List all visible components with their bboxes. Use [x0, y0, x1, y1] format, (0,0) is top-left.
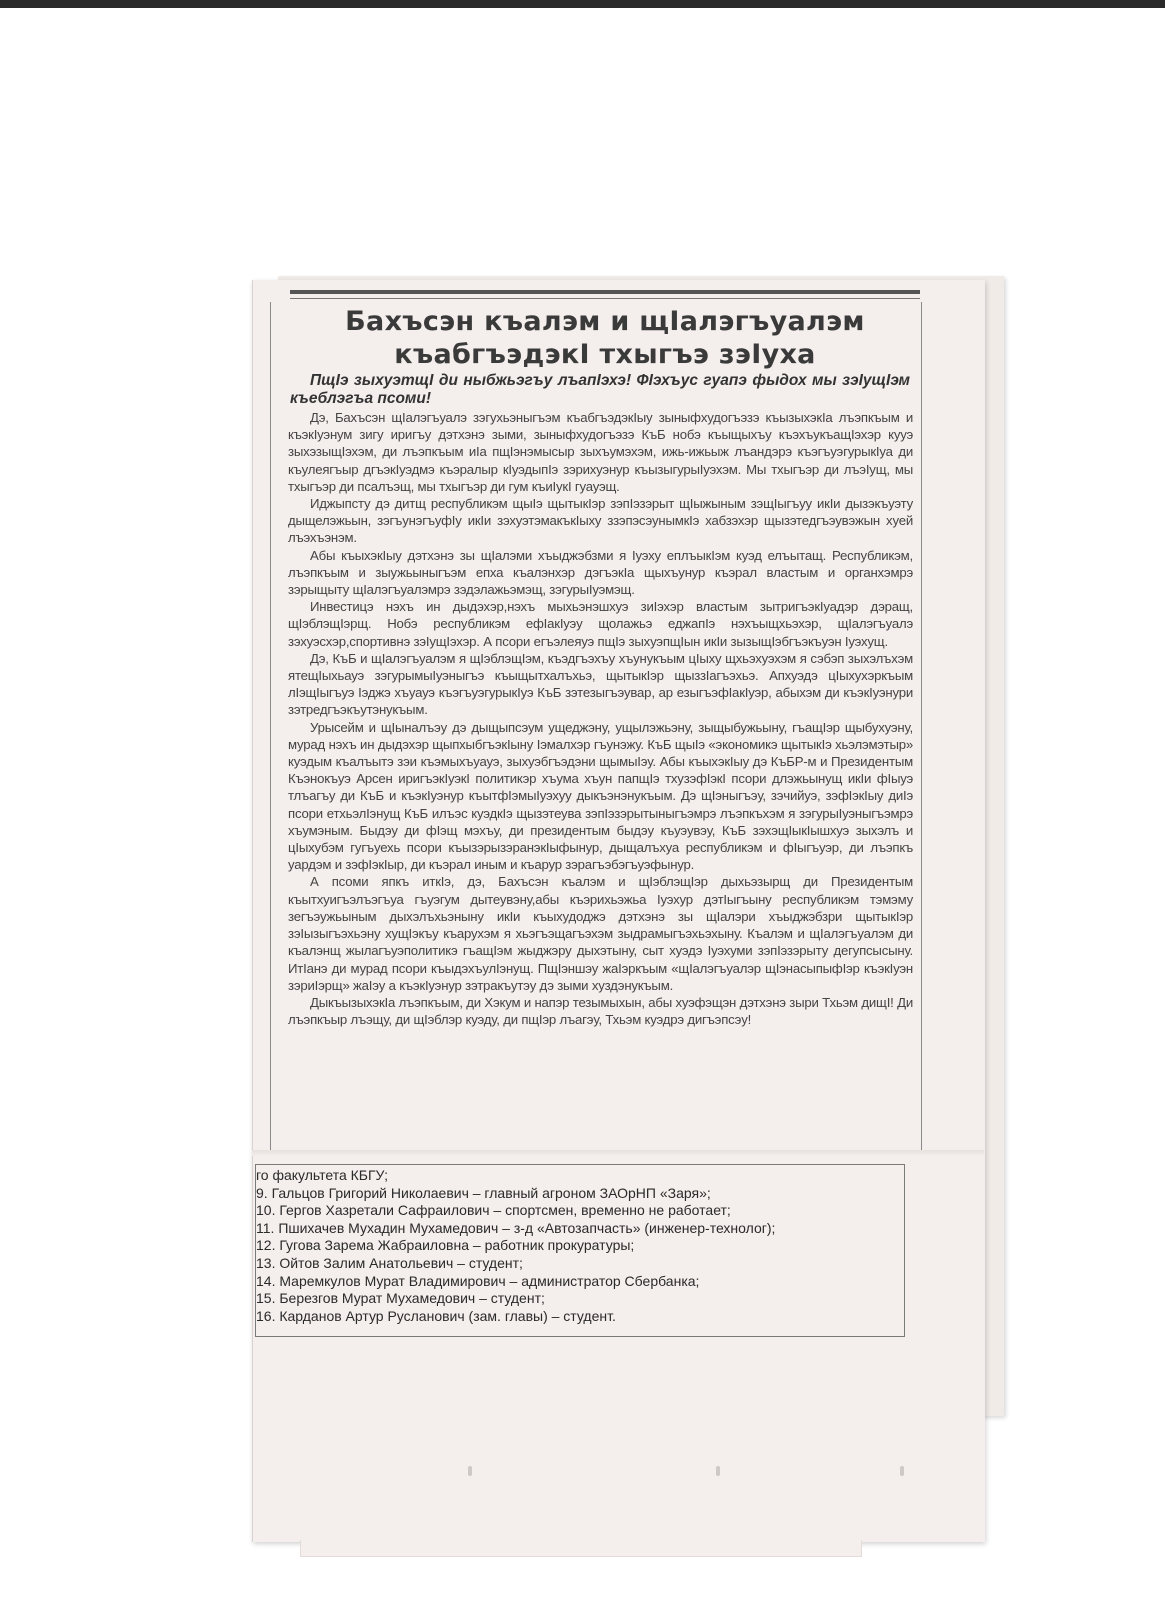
article-paragraph: Абы къыхэкIыу дэтхэнэ зы щIалэми хъыджэбзми я Iуэху еплъыкIэм куэд елъытащ. Республикэм, лъэпкъым и зыужьыныгъэм епха къалэнхэр дэгъэкIа щыхъунур къэрал властым и органхэмрэ зэрыщыту щIалэгъуалэмрэ зэдэлажьэмэщ, зэгурыIуэмэщ. [288, 547, 913, 598]
member-list-item: 14. Маремкулов Мурат Владимирович – администратор Сбербанка; [256, 1272, 700, 1289]
fold-line [252, 1150, 984, 1156]
member-list-item: 11. Пшихачев Мухадин Мухамедович – з-д «Автозапчасть» (инженер-технолог); [256, 1219, 776, 1236]
member-list-box [255, 1164, 905, 1337]
member-list-item: 9. Гальцов Григорий Николаевич – главный агроном ЗАОрНП «Заря»; [256, 1184, 711, 1201]
headline-line-1: Бахъсэн къалэм и щIалэгъуалэм [345, 306, 865, 337]
staple-mark [716, 1466, 720, 1476]
member-list-item: 13. Ойтов Залим Анатольевич – студент; [256, 1254, 523, 1271]
header-rule [290, 290, 920, 294]
paper-bottom-tab [300, 1540, 862, 1557]
member-list-item: 12. Гугова Зарема Жабраиловна – работник прокуратуры; [256, 1237, 635, 1254]
article-paragraph: Дэ, Бахъсэн щIалэгъуалэ зэгухьэныгъэм къабгъэдэкIыу зыныфхудогъэзэ къызыхэкIа лъэпкъым и къэкIуэнум зигу иригъу дэтхэнэ зыми, зыныфхудогъэзэ КъБ нобэ къыщыхъу къэхъукъащIэхэр кууэ зыхэзыщIэхэм, ди лъэпкъым иIа пщIэнэмысыр зыхъумэхэм, ижь-ижьыж лъандэрэ къэгъуэгурыкIуа ди къулеягъыр дгъэкIуэдмэ къэралыр кIуэдыпIэ зэрихуэнур къызыгурыIуэхэм. Мы тхыгъэр ди лъэIущ, мы тхыгъэр ди псалъэщ, мы тхыгъэр ди гум къиIукI гуауэщ. [288, 410, 913, 494]
article-paragraph: Инвестицэ нэхъ ин дыдэхэр,нэхъ мыхьэнэшхуэ зиIэхэр властым зытригъэкIуадэр дэращ, щIэблэщIэрщ. Нобэ республикэм ефIакIуэу щолажьэ еджапIэ нэхъыщхьэхэр, щIалэгъуалэ зэхуэсхэр,спортивнэ зэIущIэхэр. А псори егъэлеяуэ пщIэ зыхуэпщIын икIи зызыщIэбгъэкъуэн Iуэхущ. [288, 599, 913, 649]
member-list-item: 15. Березгов Мурат Мухамедович – студент; [256, 1290, 545, 1307]
article-body [288, 409, 913, 1028]
member-list-item: го факультета КБГУ; [256, 1167, 389, 1183]
staple-mark [468, 1466, 472, 1476]
article-headline [290, 305, 920, 371]
article-paragraph: Урысейм и щIыналъэу дэ дыщыпсэум ущеджэну, ущылэжьэну, зыщыбужьыну, гъащIэр щыбухуэну, мурад нэхъ ин дыдэхэр щыпхыбгъэкIыну Iэмалхэр гъунэжу. КъБ щыIэ «экономикэ щытыкIэ хьэлэмэтыр» куэдым къалъытэ зэи къэмыхъуауэ, зыхуэбгъэдэни щымыIэу. Абы къыхэкIыу дэ КъБР-м и Президентым Къэнокъуэ Арсен иригъэкIуэкI политикэр хъума хъун папщIэ тхузэфIэкI псори длэжьынущ икIи фIыуэ тлъагъу ди КъБ и къэкIуэнур къытфIэмыIуэхуу дыкъэнэнукъым. Дэ щIэныгъэу, зэчийуэ, зэфIэкIыу диIэ псори етхьэлIэнущ КъБ илъэс куэдкIэ щызэтеува зэпIэзэрытыныгъэмрэ лъэпкъхэм я зэгурыIуэныгъэмрэ хъумэным. Быдэу ди фIэщ мэхъу, ди президентым быдэу къуэувэу, КъБ зэхэщIыкIышхуэ зыхэлъ и цIыхубэм гугъуехь псори къызэрызэранэкIыфынур, дыщалъхуа республикэм и фIыгъуэр, ди лъэпкъ уардэм и зэфIэкIыр, ди къэрал иным и къарур зэрагъэбэгъуэфынур. [288, 719, 913, 873]
article-lead: ПщIэ зыхуэтщI ди ныбжьэгъу лъапIэхэ! ФIэхъус гуапэ фыдох мы зэIущIэм къеблэгъа псоми! [290, 372, 910, 407]
scanner-edge [0, 0, 1165, 8]
article-paragraph: Дэ, КъБ и щIалэгъуалэм я щIэблэщIэм, къэдгъэхъу хъунукъым цIыху щхьэхуэхэм я сэбэп зыхэлъхэм ятещIыхьауэ зэгурымыIуэныгъэ къыщытхалъхьэ, щытыкIэр щыззIагъэхьэ. Апхуэдэ цIыхухэркъым лIэщIыгъуэ Iэджэ хъуауэ къэгъуэгурыкIуэ КъБ зэтезыгъэувар, ар езыгъэфIакIуэр, абыхэм ди къэкIуэнури зэтредгъэкъутэнукъым. [288, 650, 913, 718]
article-paragraph: Иджыпсту дэ дитщ республикэм щыIэ щытыкIэр зэпIэзэрыт щIыжыным зэщIыгъуу икIи дызэкъуэту дыщелэжьын, зэгъунэгъуфIу икIи зэхуэтэмакъкIыху ззэпэсэунымкIэ хабзэхэр щызэтедгъэувэжын хуей лъэхъэнэм. [288, 496, 913, 546]
staple-mark [900, 1466, 904, 1476]
article-paragraph: ДыкъызыхэкIа лъэпкъым, ди Хэкум и напэр тезымыхын, абы хуэфэщэн дэтхэнэ зыри Тхьэм дищI! Ди лъэпкъыр лъэщу, ди щIэблэр куэду, ди пщIэр лъагэу, Тхьэм куэдрэ дигъэпсэу! [288, 994, 913, 1028]
member-list-item: 16. Карданов Артур Русланович (зам. главы) – студент. [256, 1307, 616, 1324]
article-paragraph: А псоми япкъ иткIэ, дэ, Бахъсэн къалэм и щIэблэщIэр дыхьэзырщ ди Президентым къытхуигъэлъэгъуа гъуэгум дытеувэну,абы къэрихьэжьа Iуэхур дэтIыгъыну республикэм тэмэму зегъэужьыным дыхэлъхьэныну икIи къыхудоджэ дэтхэнэ зы щIалэри хъыджэбзри щытыкIэр зэIызыгъэхьэну хущIэкъу къарухэм я хьэгъэщагъэхэм зыдрамыгъэхьэхыну. Къалэм и щIалэгъуалэм ди къалэнщ жылагъуэполитикэ гъащIэм жыджэру дыхэтыну, сыт хуэдэ Iуэхуми зэпIэзэрыту дегупсысыну. ИтIанэ ди мурад псори къыдэхъулIэнущ. ПщIэншэу жаIэркъым «щIалэгъуалэр щIэнасыпыфIэр къэкIуэн зэриIэрщ» жаIэу а къэкIуэнур зэтракъутэу дэ зыми хуздэнукъым. [288, 874, 913, 993]
member-list-item: 10. Гергов Хазретали Сафраилович – спортсмен, временно не работает; [256, 1202, 731, 1219]
headline-line-2: къабгъэдэкI тхыгъэ зэIуха [394, 339, 816, 370]
header-rule-thin [290, 298, 920, 299]
